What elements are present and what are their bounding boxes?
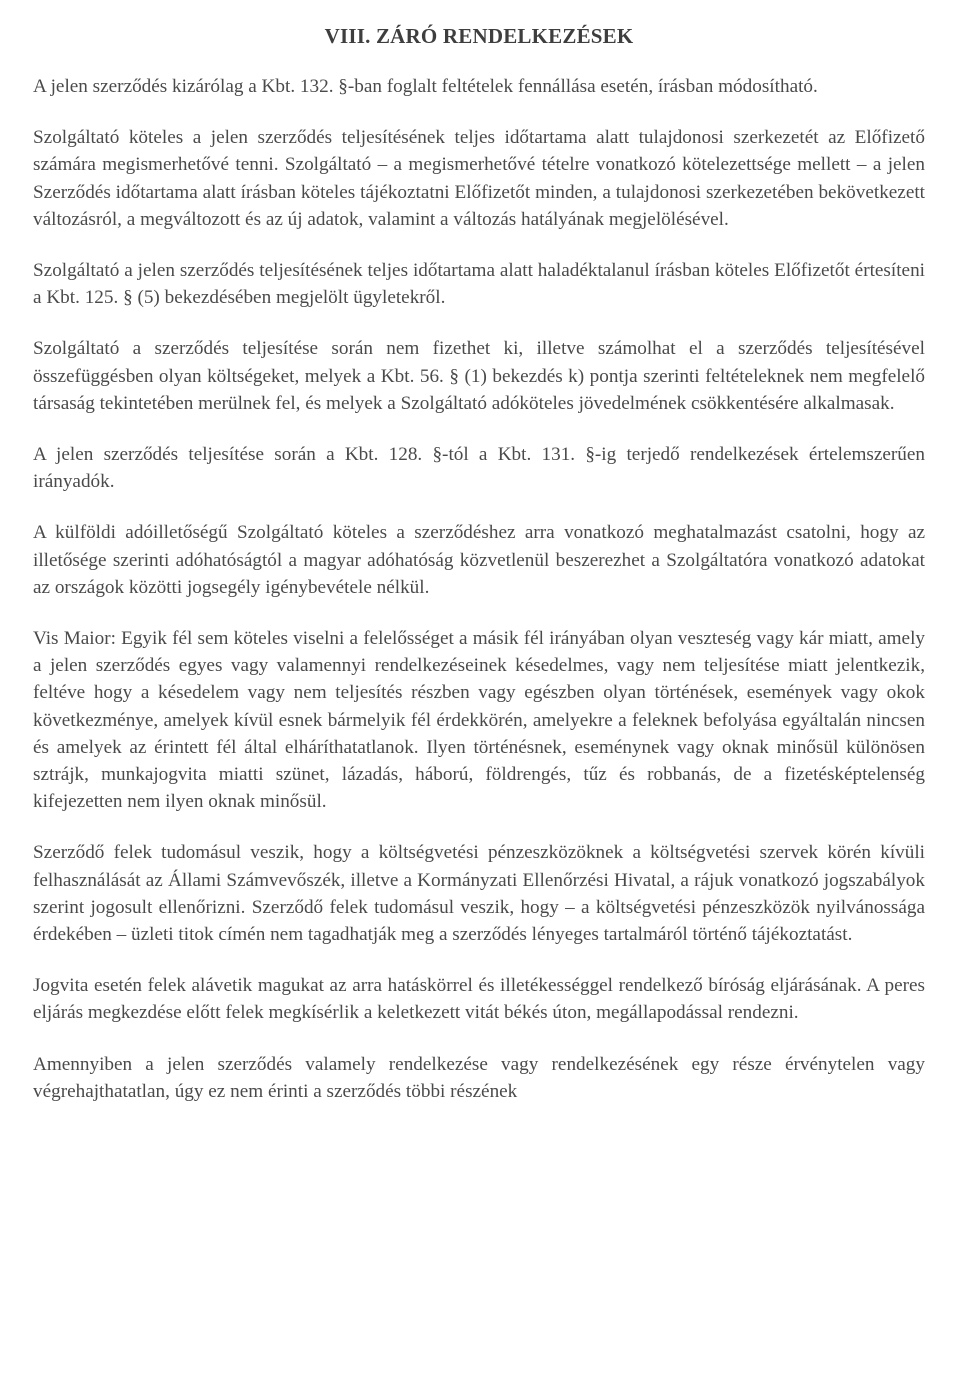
paragraph-force-majeure: Vis Maior: Egyik fél sem köteles viselni a felelősséget a másik fél irányában olyan veszteség vagy kár miatt, amely a jelen szerződés egyes vagy valamennyi rendelkezéseinek késedelmes, vagy nem teljesítése miatt jelentkezik, feltéve hogy a késedelem vagy nem teljesítés részben vagy egészben olyan történések, események vagy okok következménye, amelyek kívül esnek bármelyik fél érdekkörén, amelyekre a feleknek befolyása egyáltalán nincsen és amelyek az érintett fél által elháríthatatlanok. Ilyen történésnek, eseménynek vagy oknak minősül különösen sztrájk, munkajogvita miatti szünet, lázadás, háború, földrengés, tűz és robbanás, de a fizetésképtelenség kifejezetten nem ilyen oknak minősül. xyxy=(33,628,925,813)
paragraph-ownership-structure: Szolgáltató köteles a jelen szerződés teljesítésének teljes időtartama alatt tulajdonosi szerkezetét az Előfizető számára megismerhetővé tenni. Szolgáltató – a megismerhetővé tételre vonatkozó kötelezettsége mellett – a jelen Szerződés időtartama alatt írásban köteles tájékoztatni Előfizetőt minden, a tulajdonosi szerkezetében bekövetkezett változásról, a megváltozott és az új adatok, valamint a változás hatályának megjelölésével. xyxy=(33,127,925,230)
paragraph-notification: Szolgáltató a jelen szerződés teljesítésének teljes időtartama alatt haladéktalanul írásban köteles Előfizetőt értesíteni a Kbt. 125. § (5) bekezdésében megjelölt ügyletekről. xyxy=(33,260,925,309)
paragraph-applicable-provisions: A jelen szerződés teljesítése során a Kbt. 128. §-tól a Kbt. 131. §-ig terjedő rendelkezések értelemszerűen irányadók. xyxy=(33,444,925,493)
paragraph-jurisdiction: Jogvita esetén felek alávetik magukat az arra hatáskörrel és illetékességgel rendelkező bíróság eljárásának. A peres eljárás megkezdése előtt felek megkísérlik a keletkezett vitát békés úton, megállapodással rendezni. xyxy=(33,975,925,1024)
paragraph-modification: A jelen szerződés kizárólag a Kbt. 132. §-ban foglalt feltételek fennállása esetén, írásban módosítható. xyxy=(33,76,818,97)
section-heading: VIII. ZÁRÓ RENDELKEZÉSEK xyxy=(324,24,634,48)
paragraph-costs: Szolgáltató a szerződés teljesítése során nem fizethet ki, illetve számolhat el a szerződés teljesítésével összefüggésben olyan költségeket, melyek a Kbt. 56. § (1) bekezdés k) pontja szerinti feltételeknek nem megfelelő társaság tekintetében merülnek fel, és melyek a Szolgáltató adóköteles jövedelmének csökkentésére alkalmasak. xyxy=(33,338,925,414)
paragraph-severability: Amennyiben a jelen szerződés valamely rendelkezése vagy rendelkezésének egy része érvénytelen vagy végrehajthatatlan, úgy ez nem érinti a szerződés többi részének xyxy=(33,1053,925,1102)
paragraph-audit: Szerződő felek tudomásul veszik, hogy a költségvetési pénzeszközöknek a költségvetési szervek körén kívüli felhasználását az Állami Számvevőszék, illetve a Kormányzati Ellenőrzési Hivatal, a rájuk vonatkozó jogszabályok szerint jogosult ellenőrizni. Szerződő felek tudomásul veszik, hogy – a költségvetési pénzeszközök nyilvánossága érdekében – üzleti titok címén nem tagadhatják meg a szerződés lényeges tartalmáról történő tájékoztatást. xyxy=(33,842,925,946)
paragraph-foreign-tax-residency: A külföldi adóilletőségű Szolgáltató köteles a szerződéshez arra vonatkozó meghatalmazást csatolni, hogy az illetősége szerinti adóhatóságtól a magyar adóhatóság közvetlenül beszerezhet a Szolgáltatóra vonatkozó adatokat az országok közötti jogsegély igénybevétele nélkül. xyxy=(33,522,925,598)
